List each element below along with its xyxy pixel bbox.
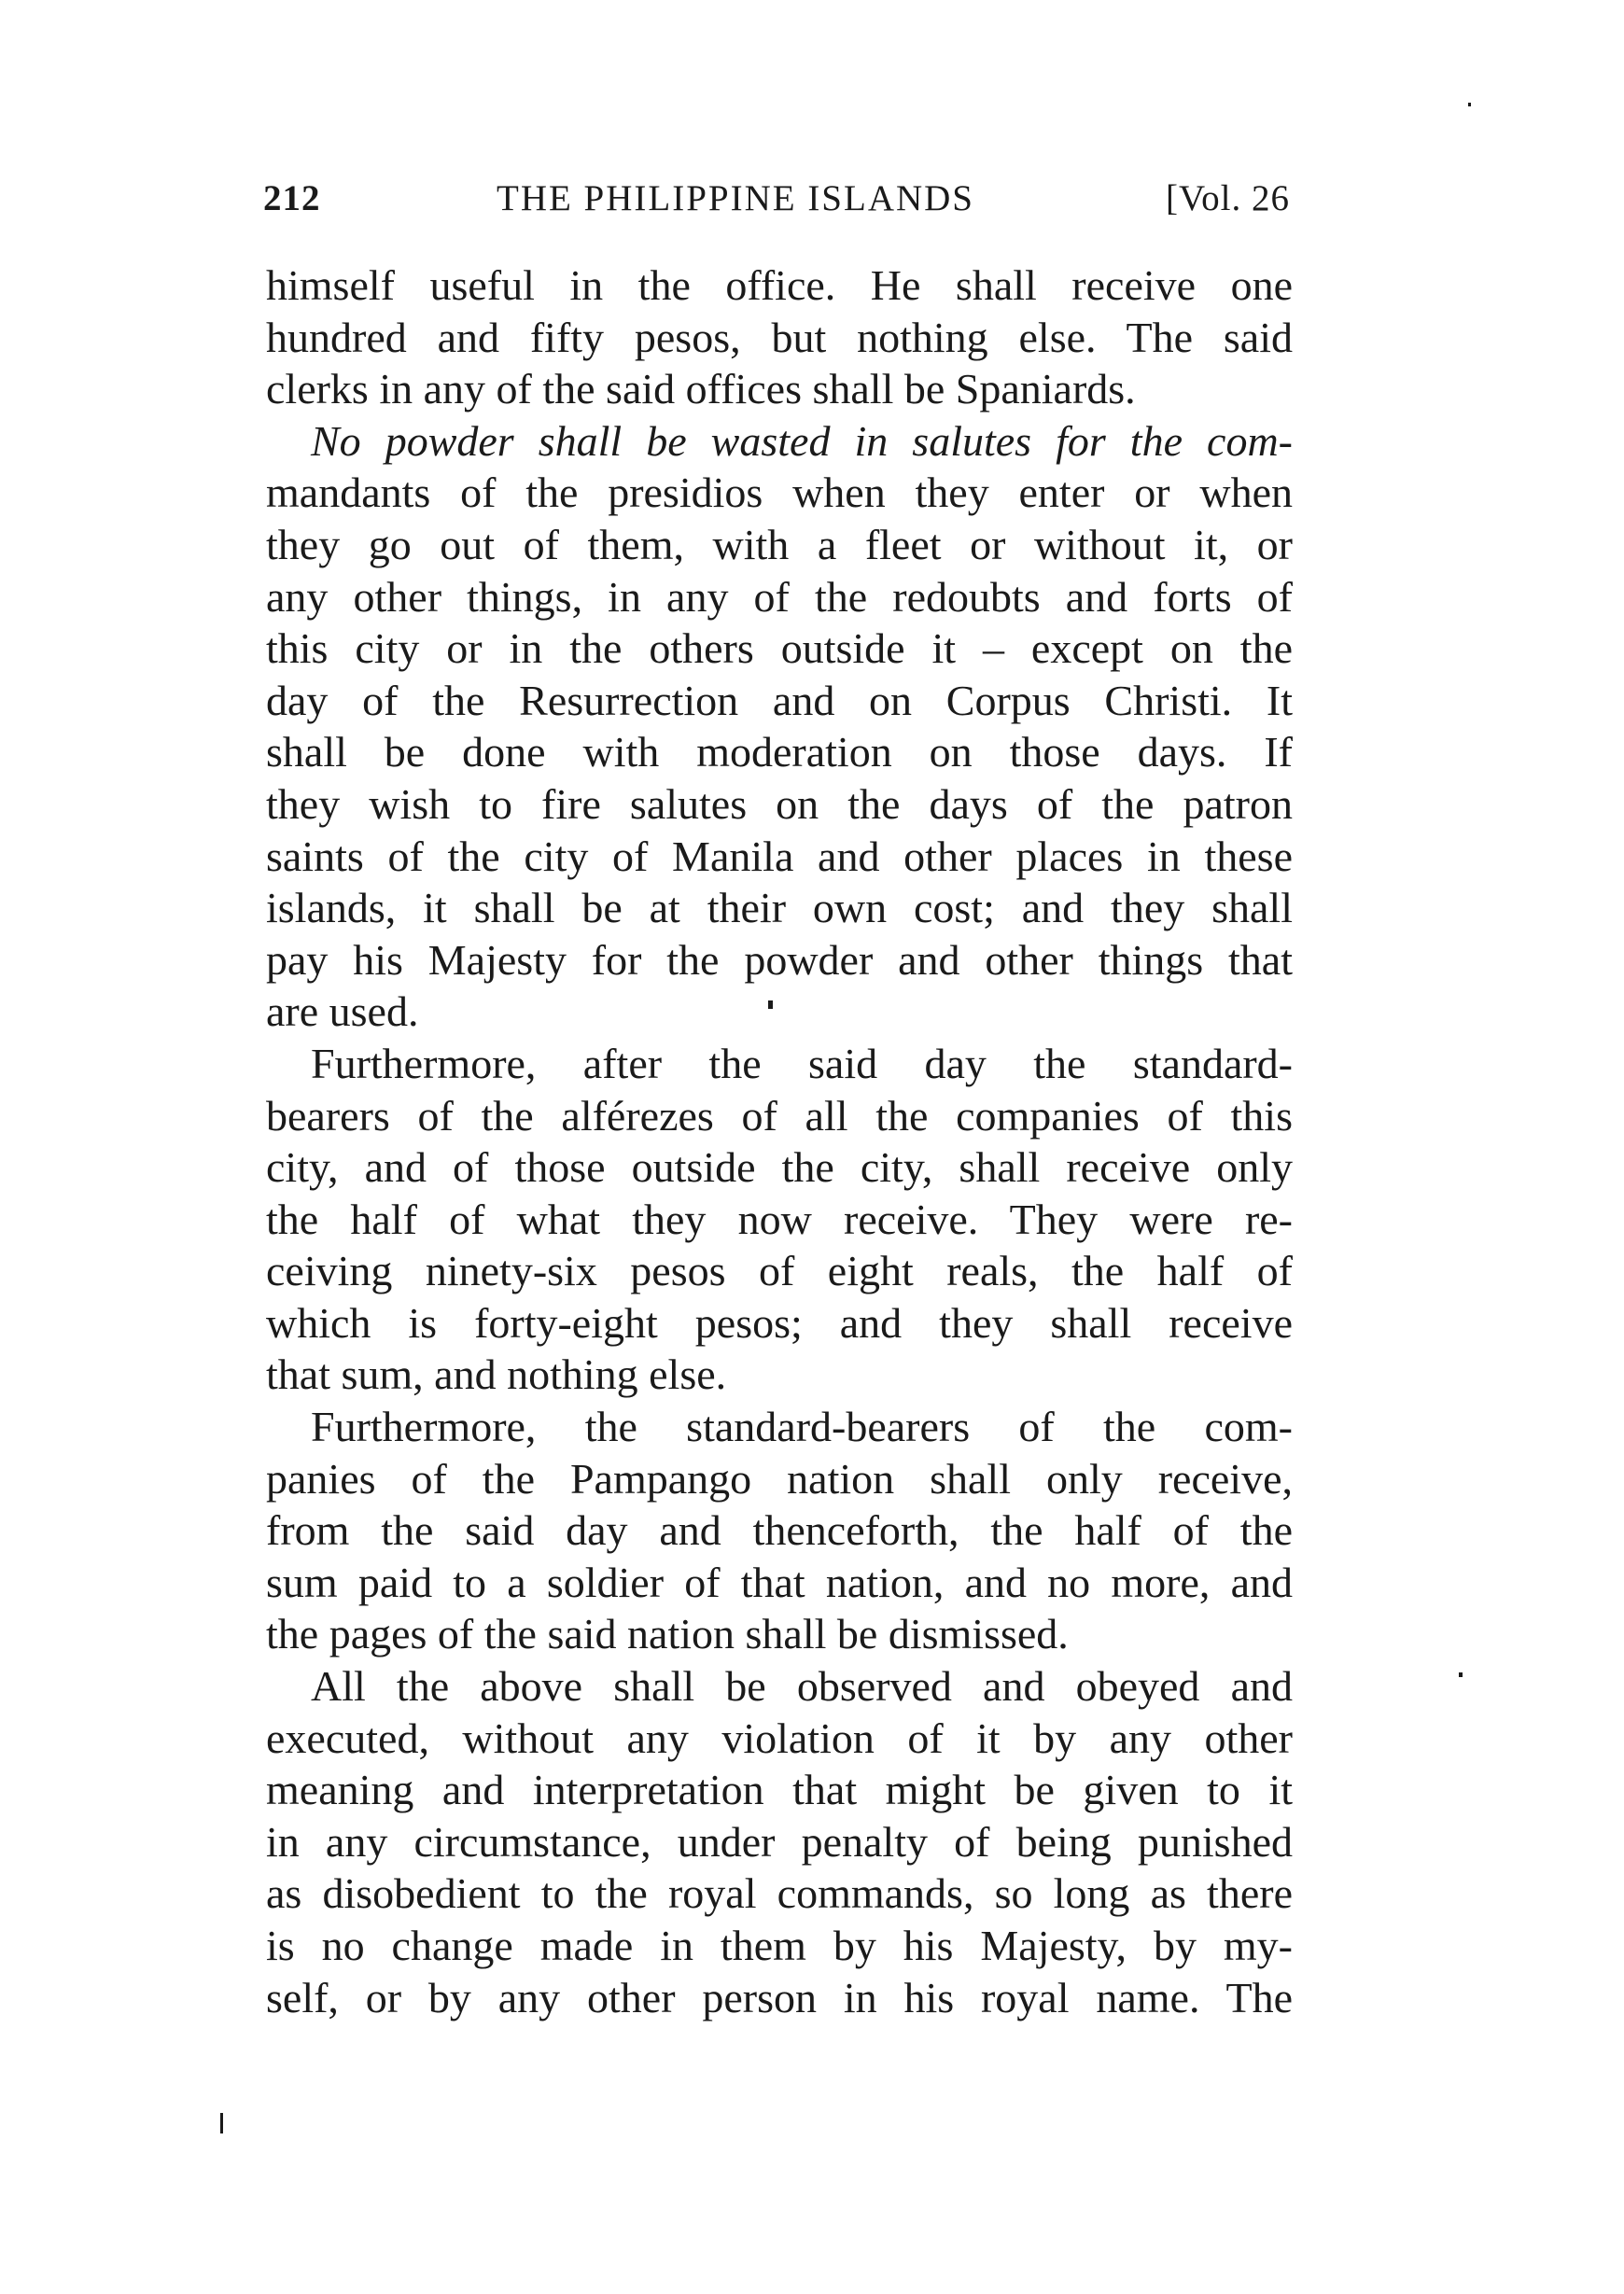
text-line: ceiving ninety-six pesos of eight reals, the half of <box>266 1247 1293 1295</box>
text-line: self, or by any other person in his royal name. The <box>266 1973 1293 2021</box>
text-line: pay his Majesty for the powder and other things that <box>266 935 1293 984</box>
text-line: this city or in the others outside it – except on the <box>266 624 1293 673</box>
text-line: hundred and fifty pesos, but nothing else. The said <box>266 313 1293 361</box>
text-line: that sum, and nothing else. <box>266 1350 727 1399</box>
text-line: saints of the city of Manila and other places in these <box>266 832 1293 880</box>
text-line: shall be done with moderation on those days. If <box>266 728 1293 776</box>
text-line: the half of what they now receive. They were re- <box>266 1195 1293 1243</box>
body-text <box>266 259 1293 2023</box>
text-line: which is forty-eight pesos; and they shall receive <box>266 1298 1293 1347</box>
text-line: sum paid to a soldier of that nation, and no more, and <box>266 1558 1293 1606</box>
text-line: any other things, in any of the redoubts and forts of <box>266 572 1293 621</box>
text-line: city, and of those outside the city, shall receive only <box>266 1143 1293 1192</box>
page-number: 212 <box>263 178 321 218</box>
volume-label: [Vol. 26 <box>1166 178 1290 218</box>
print-speck <box>1468 103 1471 106</box>
text-line: No powder shall be wasted in salutes for the com- <box>311 416 1293 465</box>
print-speck <box>1459 1672 1463 1677</box>
text-line: they go out of them, with a fleet or without it, or <box>266 520 1293 568</box>
text-line: Furthermore, after the said day the standard- <box>311 1039 1293 1087</box>
text-line: All the above shall be observed and obeyed and <box>311 1662 1293 1711</box>
text-line: in any circumstance, under penalty of being punished <box>266 1817 1293 1866</box>
text-line: Furthermore, the standard-bearers of the com- <box>311 1403 1293 1451</box>
text-line: day of the Resurrection and on Corpus Christi. It <box>266 676 1293 724</box>
text-line: as disobedient to the royal commands, so long as there <box>266 1869 1293 1918</box>
text-line: executed, without any violation of it by any other <box>266 1714 1293 1762</box>
text-line: himself useful in the office. He shall receive one <box>266 261 1293 309</box>
text-line: mandants of the presidios when they enter or when <box>266 469 1293 517</box>
text-line: panies of the Pampango nation shall only receive, <box>266 1454 1293 1503</box>
text-line: clerks in any of the said offices shall be Spaniards. <box>266 365 1136 413</box>
print-speck <box>220 2113 223 2133</box>
text-line: is no change made in them by his Majesty, by my- <box>266 1922 1293 1969</box>
text-line: the pages of the said nation shall be dismissed. <box>266 1610 1069 1658</box>
text-line: from the said day and thenceforth, the half of the <box>266 1506 1293 1555</box>
text-line: are used. <box>266 987 419 1036</box>
text-line: they wish to fire salutes on the days of the patron <box>266 779 1293 828</box>
text-line: meaning and interpretation that might be given to it <box>266 1766 1293 1814</box>
running-title: THE PHILIPPINE ISLANDS <box>497 178 974 218</box>
text-line: islands, it shall be at their own cost; and they shall <box>266 884 1293 932</box>
page-header <box>263 177 1290 224</box>
print-speck <box>768 1000 773 1009</box>
text-line: bearers of the alférezes of all the companies of this <box>266 1091 1293 1140</box>
